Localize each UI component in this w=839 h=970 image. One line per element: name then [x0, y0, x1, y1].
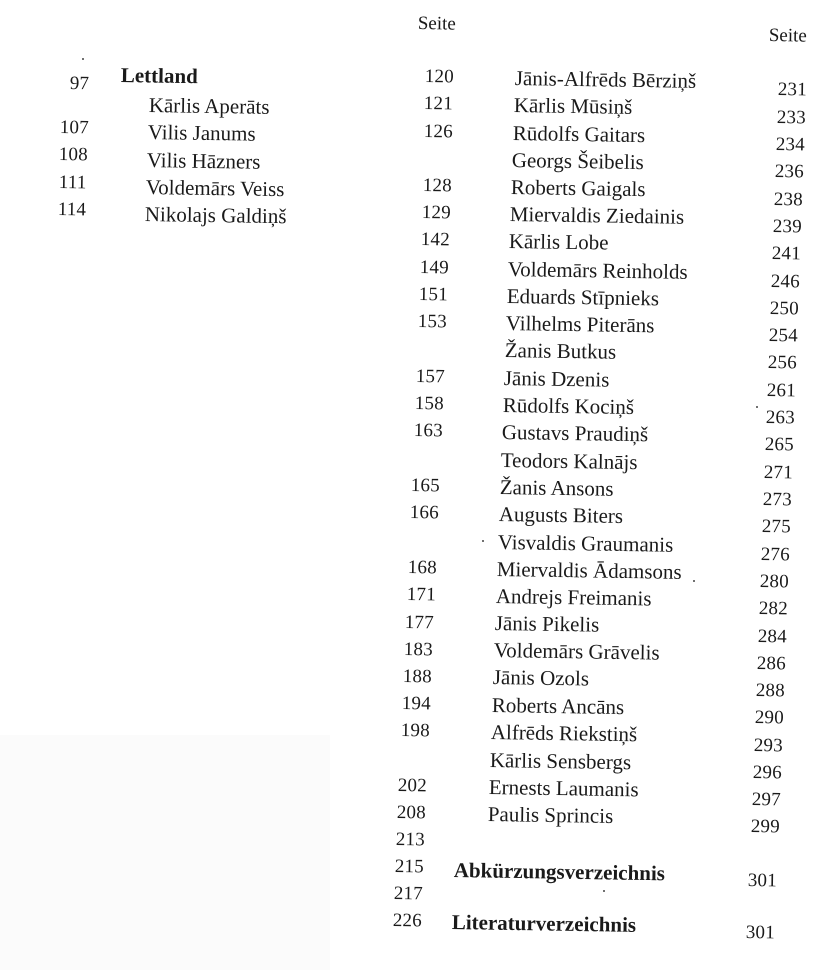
page-number: 293 [753, 734, 784, 757]
list-item-name: Kārlis Sensbergs [489, 748, 632, 775]
page-number: 202 [397, 774, 428, 797]
list-item-name: Jānis Pikelis [494, 611, 600, 637]
page-number: 256 [767, 351, 798, 374]
page-number: 297 [751, 788, 782, 811]
page-number: 165 [410, 474, 441, 497]
scan-speck [482, 540, 484, 542]
list-item-name: Vilhelms Piterāns [505, 311, 655, 338]
page-number: 157 [415, 365, 446, 388]
list-item-name: Ernests Laumanis [488, 775, 639, 802]
page-number: 128 [422, 174, 453, 197]
page-number: 226 [392, 909, 423, 932]
page-number: 142 [420, 228, 451, 251]
page-number: 299 [750, 815, 781, 838]
list-item-name: Kārlis Aperāts [148, 93, 270, 119]
page-number: 163 [413, 419, 444, 442]
list-item-name: Visvaldis Graumanis [497, 530, 674, 557]
page-number: 188 [402, 665, 433, 688]
page-number: 198 [400, 719, 431, 742]
page-number: 246 [770, 270, 801, 293]
list-item-name: Voldemārs Veiss [145, 175, 285, 202]
list-item-name: Rūdolfs Gaitars [512, 121, 646, 148]
section-page: 97 [69, 72, 90, 95]
page-number: 284 [757, 625, 788, 648]
list-item-name: Jānis Ozols [492, 665, 590, 691]
page-number: 254 [768, 324, 799, 347]
page-number: 153 [417, 310, 448, 333]
list-item-name: Jānis-Alfrēds Bērziņš [514, 66, 697, 93]
list-item-name: Georgs Šeibelis [511, 148, 645, 175]
page-number: 282 [758, 597, 789, 620]
page-number: 239 [772, 215, 803, 238]
list-item-name: Andrejs Freimanis [495, 584, 652, 611]
page-number: 120 [424, 65, 455, 88]
page-number: 194 [401, 692, 432, 715]
scan-speck [82, 58, 84, 60]
page-number: 183 [403, 638, 434, 661]
page-number: 177 [404, 611, 435, 634]
list-item-name: Vilis Hāzners [146, 148, 261, 174]
list-item-name: Vilis Janums [147, 120, 256, 146]
page-number: 208 [396, 801, 427, 824]
page-number: 271 [763, 461, 794, 484]
page-number: 273 [762, 488, 793, 511]
page-number: 265 [764, 433, 795, 456]
page-number: 290 [754, 706, 785, 729]
page-number: 158 [414, 392, 445, 415]
page-number: 250 [769, 297, 800, 320]
list-item-name: Žanis Ansons [499, 475, 614, 501]
list-item-name: Rūdolfs Kociņš [502, 393, 635, 420]
list-item-name: Kārlis Mūsiņš [513, 93, 633, 119]
list-item-name: Gustavs Praudiņš [501, 420, 649, 447]
page-number: 126 [423, 120, 454, 143]
list-item-name: Eduards Stīpnieks [506, 284, 660, 311]
page-number: 168 [407, 556, 438, 579]
page-number: 275 [761, 515, 792, 538]
page-number: 263 [765, 406, 796, 429]
page-number: 166 [409, 501, 440, 524]
list-item-page: 108 [58, 143, 89, 166]
list-item-name: Teodors Kalnājs [500, 448, 638, 475]
appendix-literature-title: Literaturverzeichnis [451, 910, 637, 937]
page-number: 261 [766, 379, 797, 402]
list-item-name: Jānis Dzenis [503, 366, 610, 392]
list-item-name: Žanis Butkus [504, 338, 617, 364]
page-number: 276 [760, 543, 791, 566]
page-number: 301 [745, 921, 776, 944]
page-number: 238 [773, 188, 804, 211]
page-number: 241 [771, 242, 802, 265]
page-number: 286 [756, 652, 787, 675]
page-number: 301 [747, 869, 778, 892]
scan-speck [693, 580, 695, 582]
scan-speck [603, 890, 605, 892]
list-item-name: Voldemārs Reinholds [507, 257, 688, 284]
list-item-page: 107 [59, 116, 90, 139]
list-item-name: Miervaldis Ziedainis [509, 202, 685, 229]
list-item-name: Miervaldis Ādamsons [496, 557, 682, 584]
page-number: 233 [776, 106, 807, 129]
section-title: Lettland [120, 63, 199, 89]
page-number: 234 [775, 133, 806, 156]
page-number: 296 [752, 761, 783, 784]
page-number: 231 [777, 78, 808, 101]
list-item-page: 114 [57, 198, 87, 221]
page-number: 215 [394, 855, 425, 878]
page-number: 280 [759, 570, 790, 593]
list-item-name: Kārlis Lobe [508, 229, 609, 255]
list-item-name: Roberts Ancāns [491, 693, 625, 720]
page-number: 121 [423, 92, 454, 115]
seite-header-middle: Seite [417, 12, 456, 35]
page-number: 151 [418, 283, 449, 306]
list-item-name: Voldemārs Grāvelis [493, 638, 660, 665]
scan-speck [756, 406, 758, 408]
page-number: 149 [419, 256, 450, 279]
page-number: 217 [393, 882, 424, 905]
page-number: 288 [755, 679, 786, 702]
list-item-page: 111 [58, 171, 87, 194]
list-item-name: Alfrēds Riekstiņš [490, 720, 638, 747]
page-number: 129 [421, 201, 452, 224]
page-number: 213 [395, 828, 426, 851]
seite-header-right: Seite [768, 24, 807, 47]
page-number: 171 [406, 583, 437, 606]
list-item-name: Paulis Sprincis [487, 802, 614, 828]
page-number: 236 [774, 160, 805, 183]
appendix-abbreviations-title: Abkürzungsverzeichnis [453, 858, 666, 886]
list-item-name: Nikolajs Galdiņš [144, 202, 287, 229]
list-item-name: Roberts Gaigals [510, 175, 646, 202]
list-item-name: Augusts Biters [498, 502, 624, 528]
